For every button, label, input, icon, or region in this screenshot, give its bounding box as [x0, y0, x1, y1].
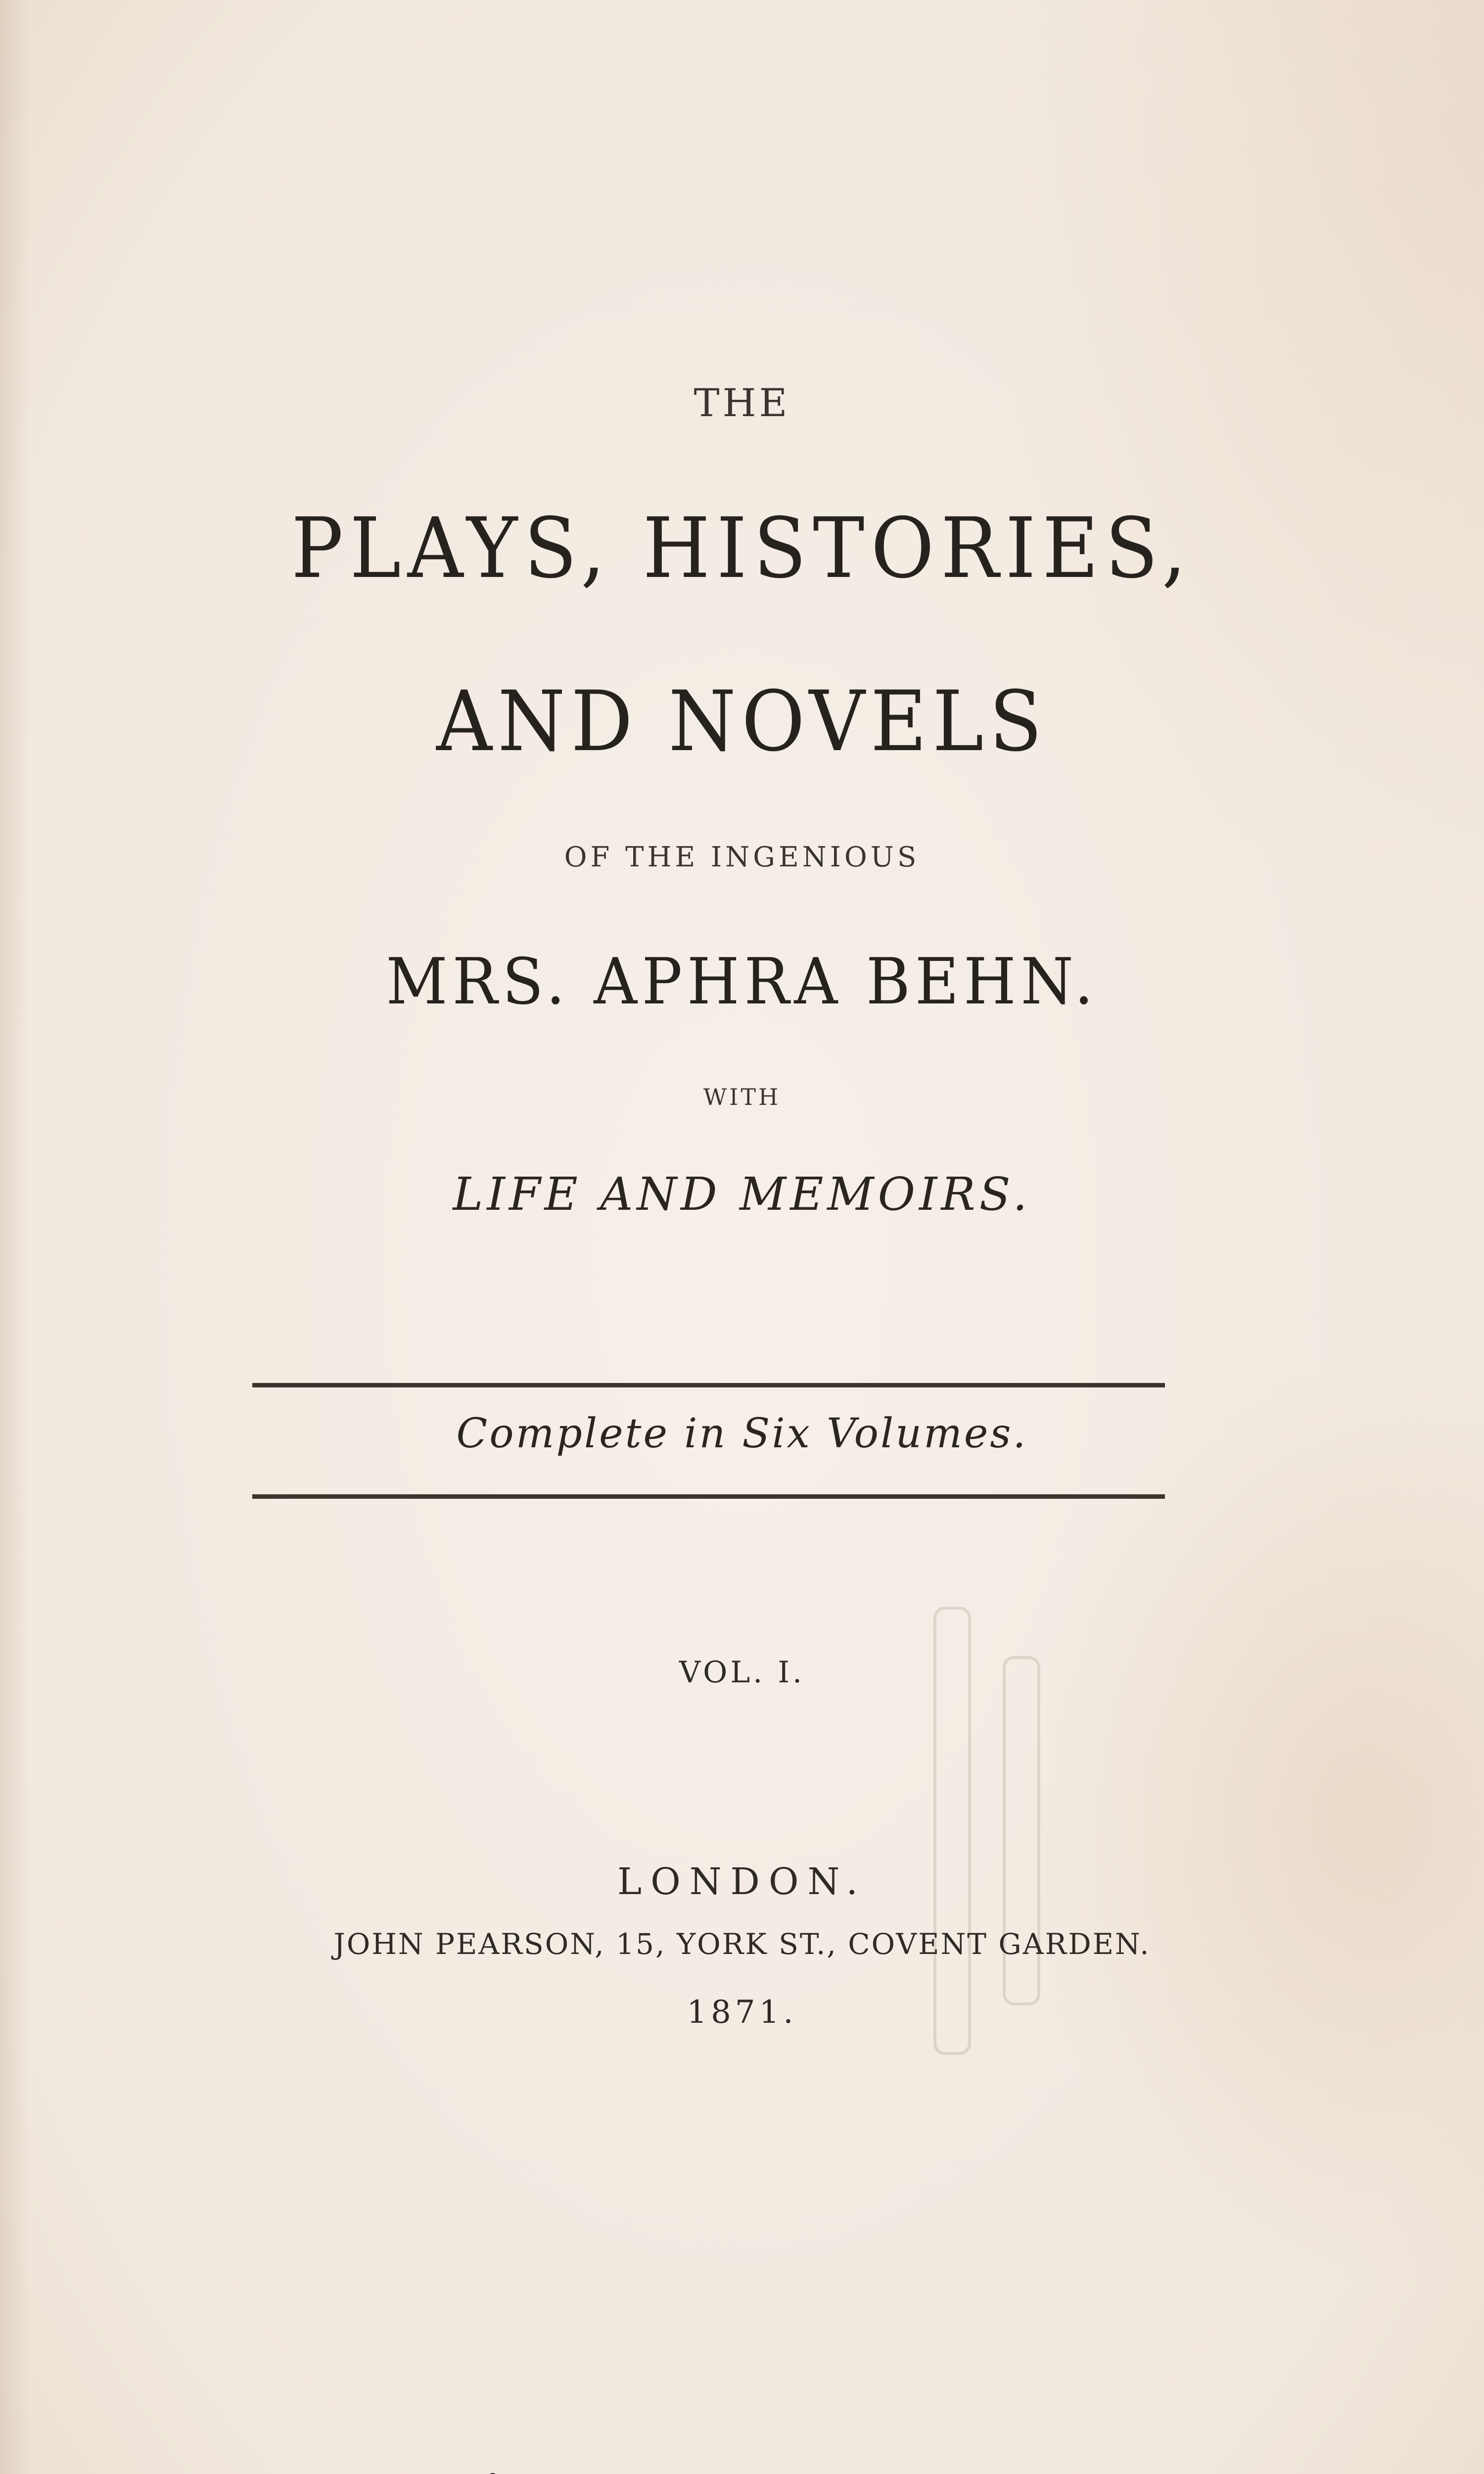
rule-bottom — [252, 1494, 1165, 1499]
life-and-memoirs: LIFE AND MEMOIRS. — [453, 1168, 1031, 1221]
rule-top — [252, 1383, 1165, 1387]
title-line-2: AND NOVELS — [436, 673, 1048, 770]
title-line-1: PLAYS, HISTORIES, — [291, 500, 1193, 597]
volume-number: VOL. I. — [679, 1655, 805, 1690]
author-name: MRS. APHRA BEHN. — [386, 945, 1098, 1019]
imprint-year: 1871. — [687, 1994, 797, 2031]
complete-volumes: Complete in Six Volumes. — [456, 1410, 1028, 1457]
imprint-city: LONDON. — [617, 1860, 867, 1903]
with-label: WITH — [703, 1084, 781, 1110]
page-gutter-shadow — [0, 0, 30, 2474]
title-the: THE — [694, 381, 790, 426]
of-the-ingenious: OF THE INGENIOUS — [564, 841, 920, 873]
imprint-publisher: JOHN PEARSON, 15, YORK ST., COVENT GARDEN. — [333, 1927, 1151, 1961]
